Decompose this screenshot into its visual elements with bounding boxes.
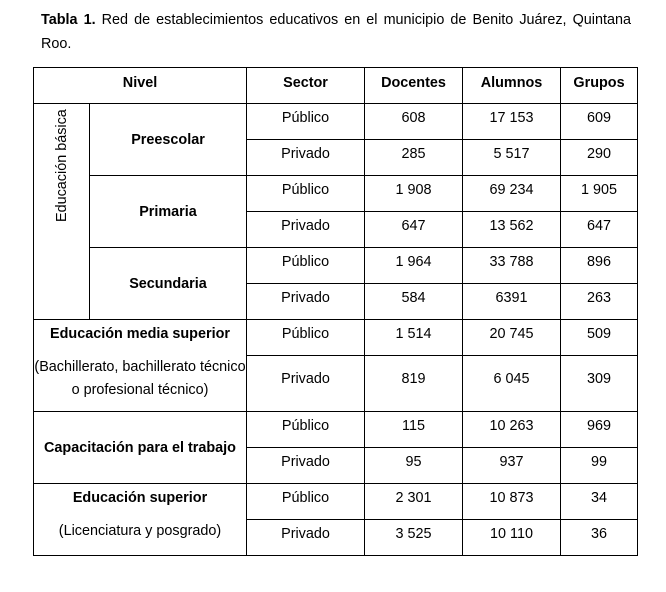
grupos-cell: 896: [561, 248, 638, 284]
level-media-superior-subtitle: (Bachillerato, bachillerato técnico o profesional técnico): [34, 359, 246, 398]
sector-cell: Público: [247, 176, 365, 212]
level-superior-subtitle: (Licenciatura y posgrado): [58, 523, 222, 539]
table-caption: [41, 8, 631, 56]
sector-cell: Privado: [247, 140, 365, 176]
docentes-cell: 1 908: [365, 176, 463, 212]
grupos-cell: 609: [561, 104, 638, 140]
alumnos-cell: 6391: [463, 284, 561, 320]
alumnos-cell: 10 110: [463, 520, 561, 556]
sector-cell: Privado: [247, 212, 365, 248]
docentes-cell: 3 525: [365, 520, 463, 556]
basic-education-label: Educación básica: [53, 108, 70, 222]
alumnos-cell: 17 153: [463, 104, 561, 140]
header-nivel: Nivel: [34, 68, 247, 104]
alumnos-cell: 20 745: [463, 320, 561, 356]
level-secundaria: Secundaria: [90, 248, 247, 320]
docentes-cell: 608: [365, 104, 463, 140]
alumnos-cell: 10 263: [463, 412, 561, 448]
grupos-cell: 290: [561, 140, 638, 176]
table-row: [34, 412, 638, 448]
table-row: [34, 320, 638, 356]
level-primaria: Primaria: [90, 176, 247, 248]
sector-cell: Privado: [247, 520, 365, 556]
alumnos-cell: 13 562: [463, 212, 561, 248]
header-docentes: Docentes: [365, 68, 463, 104]
grupos-cell: 99: [561, 448, 638, 484]
docentes-cell: 285: [365, 140, 463, 176]
docentes-cell: 819: [365, 356, 463, 412]
level-superior-title: Educación superior: [72, 490, 208, 506]
grupos-cell: 309: [561, 356, 638, 412]
table-row: [34, 176, 638, 212]
table-row: [34, 104, 638, 140]
level-superior: [34, 484, 247, 556]
header-sector: Sector: [247, 68, 365, 104]
grupos-cell: 969: [561, 412, 638, 448]
docentes-cell: 1 514: [365, 320, 463, 356]
grupos-cell: 263: [561, 284, 638, 320]
sector-cell: Público: [247, 104, 365, 140]
alumnos-cell: 6 045: [463, 356, 561, 412]
docentes-cell: 95: [365, 448, 463, 484]
level-preescolar: Preescolar: [90, 104, 247, 176]
grupos-cell: 34: [561, 484, 638, 520]
docentes-cell: 1 964: [365, 248, 463, 284]
sector-cell: Privado: [247, 356, 365, 412]
sector-cell: Público: [247, 248, 365, 284]
level-capacitacion: Capacitación para el trabajo: [34, 412, 247, 484]
sector-cell: Privado: [247, 284, 365, 320]
sector-cell: Público: [247, 484, 365, 520]
header-alumnos: Alumnos: [463, 68, 561, 104]
sector-cell: Público: [247, 412, 365, 448]
alumnos-cell: 69 234: [463, 176, 561, 212]
level-media-superior-title: Educación media superior: [50, 326, 230, 342]
education-table: [33, 67, 638, 556]
alumnos-cell: 937: [463, 448, 561, 484]
basic-education-label-cell: [34, 104, 90, 320]
sector-cell: Privado: [247, 448, 365, 484]
sector-cell: Público: [247, 320, 365, 356]
grupos-cell: 36: [561, 520, 638, 556]
header-grupos: Grupos: [561, 68, 638, 104]
alumnos-cell: 10 873: [463, 484, 561, 520]
docentes-cell: 2 301: [365, 484, 463, 520]
caption-text: Red de establecimientos educativos en el municipio de Benito Juárez, Quintana Roo.: [41, 12, 631, 52]
header-row: [34, 68, 638, 104]
table-row: [34, 248, 638, 284]
grupos-cell: 1 905: [561, 176, 638, 212]
grupos-cell: 509: [561, 320, 638, 356]
caption-label: Tabla 1.: [41, 12, 96, 28]
table-row: [34, 484, 638, 520]
docentes-cell: 584: [365, 284, 463, 320]
level-media-superior: [34, 320, 247, 412]
docentes-cell: 115: [365, 412, 463, 448]
alumnos-cell: 5 517: [463, 140, 561, 176]
grupos-cell: 647: [561, 212, 638, 248]
alumnos-cell: 33 788: [463, 248, 561, 284]
docentes-cell: 647: [365, 212, 463, 248]
